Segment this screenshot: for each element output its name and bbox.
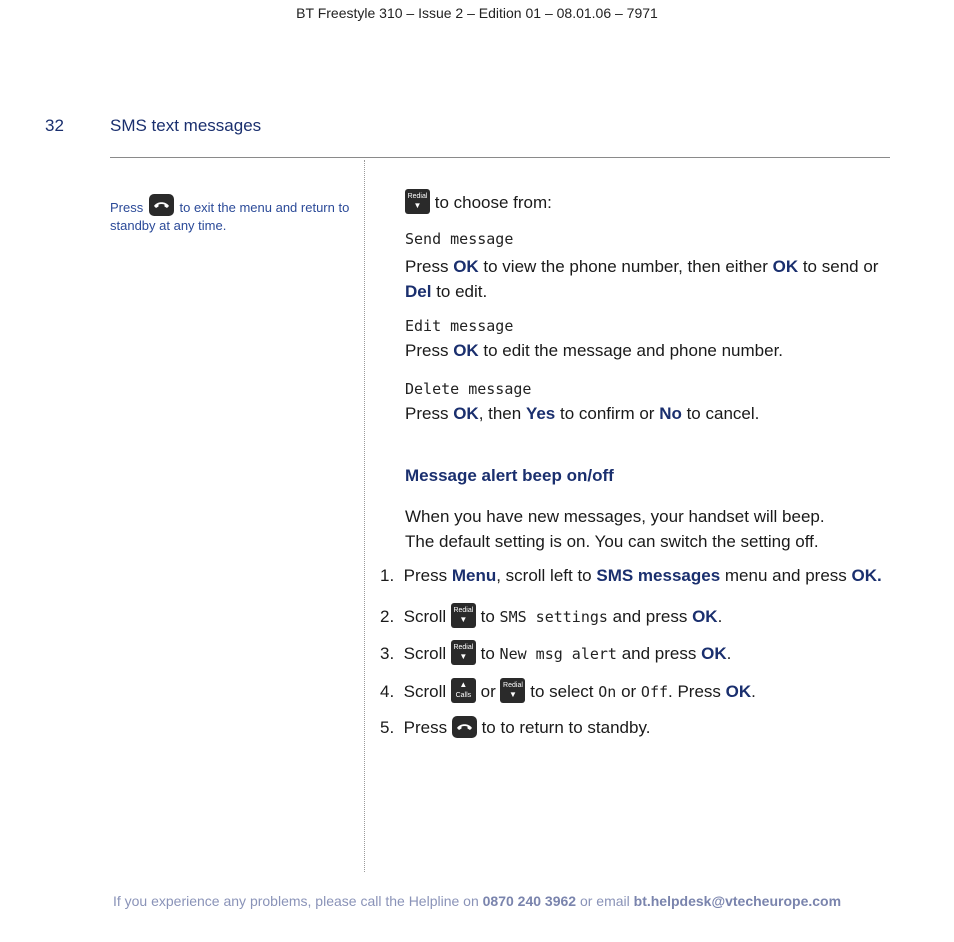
helpline-phone: 0870 240 3962 bbox=[482, 893, 577, 909]
option-edit-message-desc: Press OK to edit the message and phone number. bbox=[405, 341, 784, 360]
option-delete-message-desc: Press OK, then Yes to confirm or No to cancel. bbox=[405, 404, 760, 423]
step-3: 3. Scroll Redial ▼ to New msg alert and press OK. bbox=[380, 640, 731, 665]
footer-text: If you experience any problems, please call the Helpline on bbox=[112, 893, 479, 909]
helpdesk-email: bt.helpdesk@vtecheurope.com bbox=[633, 893, 842, 909]
step-2: 2. Scroll Redial ▼ to SMS settings and press OK. bbox=[380, 603, 722, 628]
sidebar-tip-press: Press bbox=[110, 200, 144, 215]
helpline-footer bbox=[0, 893, 954, 909]
end-call-key-icon bbox=[149, 194, 174, 216]
redial-key-icon: Redial ▼ bbox=[451, 640, 476, 665]
step-5: 5. Press to to return to standby. bbox=[380, 718, 651, 737]
redial-key-icon: Redial ▼ bbox=[500, 678, 525, 703]
step-4: 4. Scroll ▲ Calls or Redial ▼ to select On or Off. Press OK. bbox=[380, 680, 756, 701]
page-number: 32 bbox=[45, 116, 64, 135]
option-send-message-label: Send message bbox=[405, 230, 514, 248]
choose-text: to choose from: bbox=[434, 193, 552, 212]
footer-or-email: or email bbox=[579, 893, 630, 909]
sidebar-tip-text: to exit the menu and return to standby at any time. bbox=[110, 200, 350, 233]
message-alert-subheading: Message alert beep on/off bbox=[405, 466, 614, 485]
choose-line bbox=[405, 189, 552, 214]
option-edit-message-label: Edit message bbox=[405, 317, 514, 335]
option-delete-message-label: Delete message bbox=[405, 380, 532, 398]
calls-key-icon: ▲ Calls bbox=[451, 678, 476, 703]
step-1: 1. Press Menu, scroll left to SMS messages menu and press OK. bbox=[380, 566, 882, 585]
end-call-key-icon bbox=[452, 716, 477, 738]
document-reference: BT Freestyle 310 – Issue 2 – Edition 01 – 08.01.06 – 7971 bbox=[296, 5, 658, 21]
option-send-message-desc: Press OK to view the phone number, then either OK to send or Del to edit. bbox=[405, 257, 879, 301]
header-divider bbox=[110, 157, 890, 158]
redial-key-icon: Redial ▼ bbox=[451, 603, 476, 628]
section-title: SMS text messages bbox=[110, 116, 262, 135]
message-alert-intro: When you have new messages, your handset will beep. The default setting is on. You can switch the setting off. bbox=[405, 507, 825, 551]
sidebar-tip bbox=[110, 194, 355, 235]
redial-key-icon: Redial ▼ bbox=[405, 189, 430, 214]
column-divider bbox=[364, 160, 365, 872]
